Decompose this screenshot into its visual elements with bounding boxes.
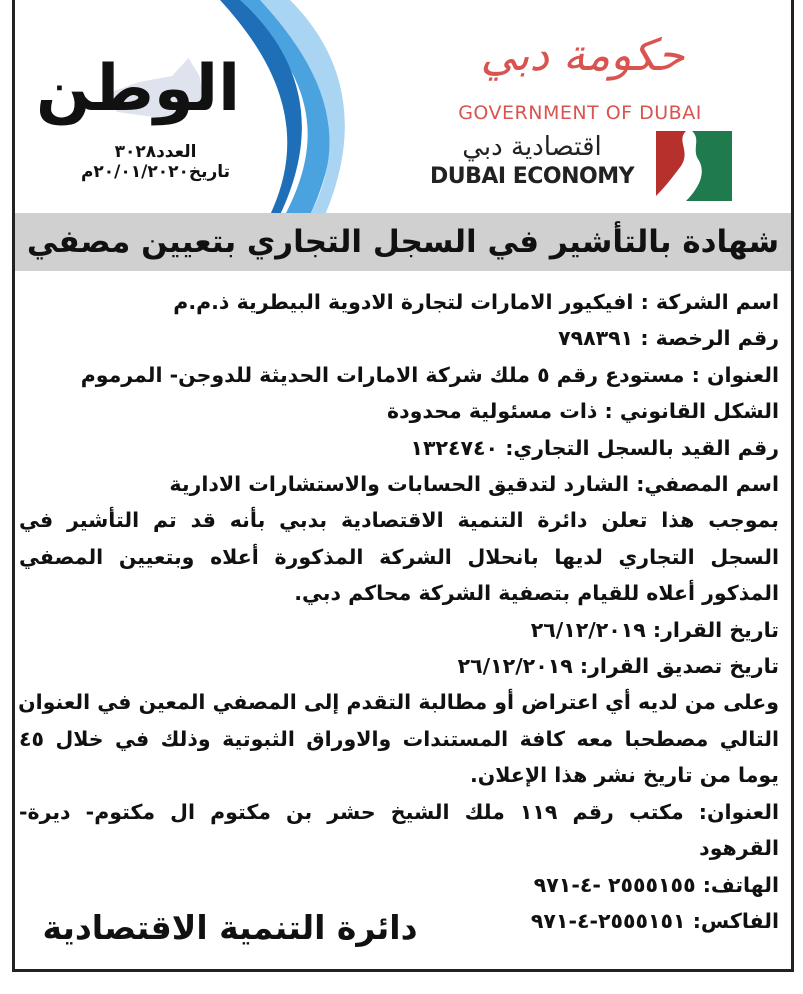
notice-title: شهادة بالتأشير في السجل التجاري بتعيين مصفي <box>26 224 780 260</box>
objection-line: يوما من تاريخ نشر هذا الإعلان. <box>470 763 779 788</box>
objection-line: التالي مصطحبا معه كافة المستندات والاوراق الثبوتية وذلك في خلال ٤٥ <box>19 726 779 751</box>
legal-form-line: الشكل القانوني : ذات مسئولية محدودة <box>387 399 779 424</box>
announcement-line: المذكور أعلاه للقيام بتصفية الشركة محاكم دبي. <box>294 581 779 606</box>
notice-body <box>19 284 779 939</box>
phone-line: الهاتف: ٢٥٥٥١٥٥ -٤-٩٧١ <box>533 872 779 897</box>
department-signature: دائرة التنمية الاقتصادية <box>42 908 418 947</box>
fax-line: الفاكس: ٢٥٥٥١٥١-٤-٩٧١ <box>530 908 779 933</box>
liquidator-address-line: القرهود <box>699 836 779 861</box>
dubai-economy-logo-icon <box>656 131 732 201</box>
government-of-dubai-label: GOVERNMENT OF DUBAI <box>458 102 702 124</box>
registration-number-line: رقم القيد بالسجل التجاري: ١٣٢٤٧٤٠ <box>410 435 779 460</box>
address-line: العنوان : مستودع رقم ٥ ملك شركة الامارات الحديثة للدوجن- المرموم <box>80 362 779 387</box>
liquidator-name-line: اسم المصفي: الشارد لتدقيق الحسابات والاستشارات الادارية <box>169 472 779 497</box>
issue-date-line: العدد٣٠٢٨ تاريخ٢٠/٠١/٢٠٢٠م <box>80 142 231 182</box>
announcement-line: السجل التجاري لديها بانحلال الشركة المذكورة أعلاه وبتعيين المصفي <box>19 544 779 569</box>
liquidator-address-line: العنوان: مكتب رقم ١١٩ ملك الشيخ حشر بن مكتوم ال مكتوم- ديرة- <box>19 799 779 824</box>
dubai-economy-arabic: اقتصادية دبي <box>462 132 602 162</box>
decision-approval-date-line: تاريخ تصديق القرار: ٢٦/١٢/٢٠١٩ <box>457 654 779 679</box>
announcement-line: بموجب هذا تعلن دائرة التنمية الاقتصادية بدبي بأنه قد تم التأشير في <box>19 508 779 533</box>
government-of-dubai-calligraphy: حكومة دبي <box>480 30 685 81</box>
decision-date-line: تاريخ القرار: ٢٦/١٢/٢٠١٩ <box>530 617 779 642</box>
company-name-line: اسم الشركة : افيكيور الامارات لتجارة الادوية البيطرية ذ.م.م <box>173 290 779 314</box>
dubai-economy-english: DUBAI ECONOMY <box>429 164 635 189</box>
newspaper-logo: الوطن <box>36 52 240 126</box>
objection-line: وعلى من لديه أي اعتراض أو مطالبة التقدم إلى المصفي المعين في العنوان <box>18 690 779 715</box>
license-number-line: رقم الرخصة : ٧٩٨٣٩١ <box>558 326 779 351</box>
